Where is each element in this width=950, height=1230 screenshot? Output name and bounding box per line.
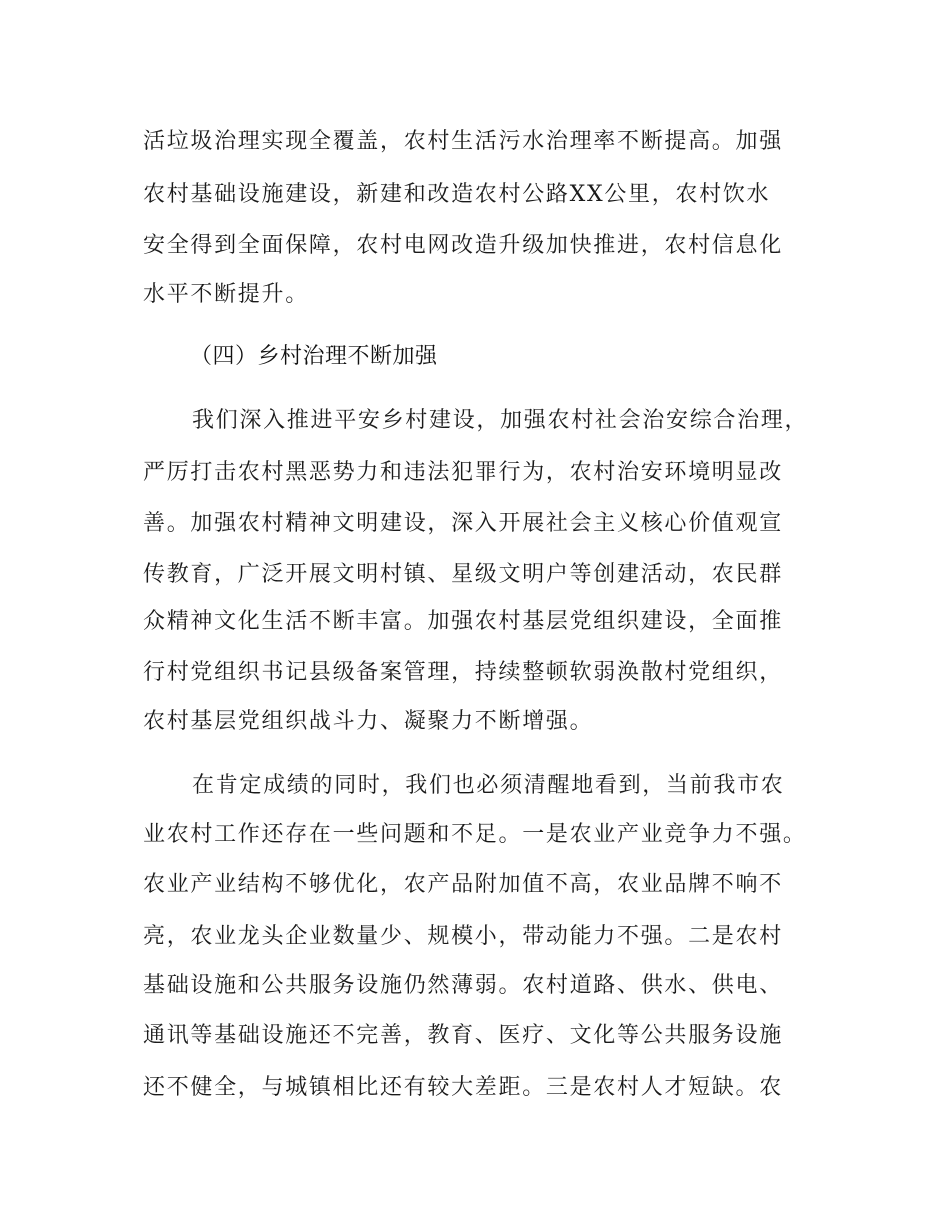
text-line: 农业产业结构不够优化，农产品附加值不高，农业品牌不响不 bbox=[143, 872, 783, 897]
text-line: 善。加强农村精神文明建设，深入开展社会主义核心价值观宣 bbox=[143, 511, 783, 536]
text-line: 亮，农业龙头企业数量少、规模小，带动能力不强。二是农村 bbox=[143, 924, 783, 949]
text-line: 基础设施和公共服务设施仍然薄弱。农村道路、供水、供电、 bbox=[143, 973, 783, 998]
text-line: 还不健全，与城镇相比还有较大差距。三是农村人才短缺。农 bbox=[143, 1075, 783, 1100]
text-line: 众精神文化生活不断丰富。加强农村基层党组织建设，全面推 bbox=[143, 609, 783, 634]
text-line: 严厉打击农村黑恶势力和违法犯罪行为，农村治安环境明显改 bbox=[143, 460, 783, 485]
text-line: 传教育，广泛开展文明村镇、星级文明户等创建活动，农民群 bbox=[143, 562, 783, 587]
text-line: 农村基础设施建设，新建和改造农村公路XX公里，农村饮水 bbox=[143, 182, 771, 207]
text-line: 农村基层党组织战斗力、凝聚力不断增强。 bbox=[143, 709, 594, 734]
section-heading: （四）乡村治理不断加强 bbox=[190, 344, 438, 369]
text-line: 安全得到全面保障，农村电网改造升级加快推进，农村信息化 bbox=[143, 233, 783, 258]
text-line: 业农村工作还存在一些问题和不足。一是农业产业竞争力不强。 bbox=[143, 822, 807, 847]
paragraph-first-line: 我们深入推进平安乡村建设，加强农村社会治安综合治理， bbox=[192, 408, 809, 433]
text-line: 通讯等基础设施还不完善，教育、医疗、文化等公共服务设施 bbox=[143, 1023, 783, 1048]
text-line: 活垃圾治理实现全覆盖，农村生活污水治理率不断提高。加强 bbox=[143, 129, 783, 154]
text-line: 行村党组织书记县级备案管理，持续整顿软弱涣散村党组织， bbox=[143, 660, 783, 685]
text-line: 水平不断提升。 bbox=[143, 282, 309, 307]
paragraph-first-line: 在肯定成绩的同时，我们也必须清醒地看到，当前我市农 bbox=[192, 773, 785, 798]
